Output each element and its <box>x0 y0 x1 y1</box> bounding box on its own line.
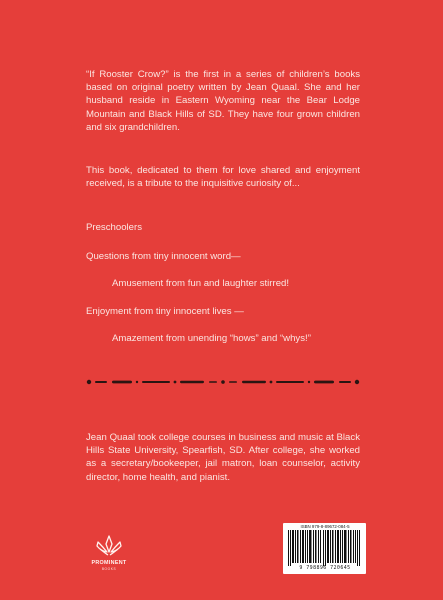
poem-enjoyment: Enjoyment from tiny innocent lives — <box>86 306 244 317</box>
poem-line <box>86 277 360 290</box>
ornamental-divider <box>86 375 360 389</box>
poem-line <box>86 250 360 263</box>
poem-line <box>86 221 360 234</box>
publisher-name: PROMINENT <box>91 560 127 566</box>
poem-questions: Questions from tiny innocent word— <box>86 251 241 262</box>
dedication <box>86 164 360 190</box>
author-bio <box>86 431 360 484</box>
barcode-bars <box>288 530 360 566</box>
intro-paragraph: “If Rooster Crow?” is the first in a series of children’s books based on original poetry written by Jean Quaal. She and her husband reside in Eastern Wyoming near the Bear Lodge Mountain and Black Hills of SD. They have four grown children and six grandchildren. <box>86 69 360 133</box>
barcode <box>283 523 366 574</box>
poem-amusement: Amusement from fun and laughter stirred! <box>112 278 290 289</box>
barcode-number: 9 798896 720645 <box>299 565 351 571</box>
poem-preschoolers: Preschoolers <box>86 222 142 233</box>
poem-amazement: Amazement from unending “hows” and “whys!” <box>112 333 311 344</box>
poem-line <box>86 305 360 318</box>
publisher-logo-icon <box>86 532 132 578</box>
bio-paragraph: Jean Quaal took college courses in business and music at Black Hills State University, Spearfish, SD. After college, she worked as a secretary/bookeeper, jail matron, loan counselor, activity director, home health, and pianist. <box>86 432 360 483</box>
isbn-label: ISBN 979-8-89672-084-5 <box>300 524 350 529</box>
synopsis <box>86 68 360 134</box>
publisher-subtitle: BOOKS <box>101 567 117 571</box>
poem-line <box>86 332 360 345</box>
dedication-paragraph: This book, dedicated to them for love shared and enjoyment received, is a tribute to the inquisitive curiosity of... <box>86 165 360 190</box>
